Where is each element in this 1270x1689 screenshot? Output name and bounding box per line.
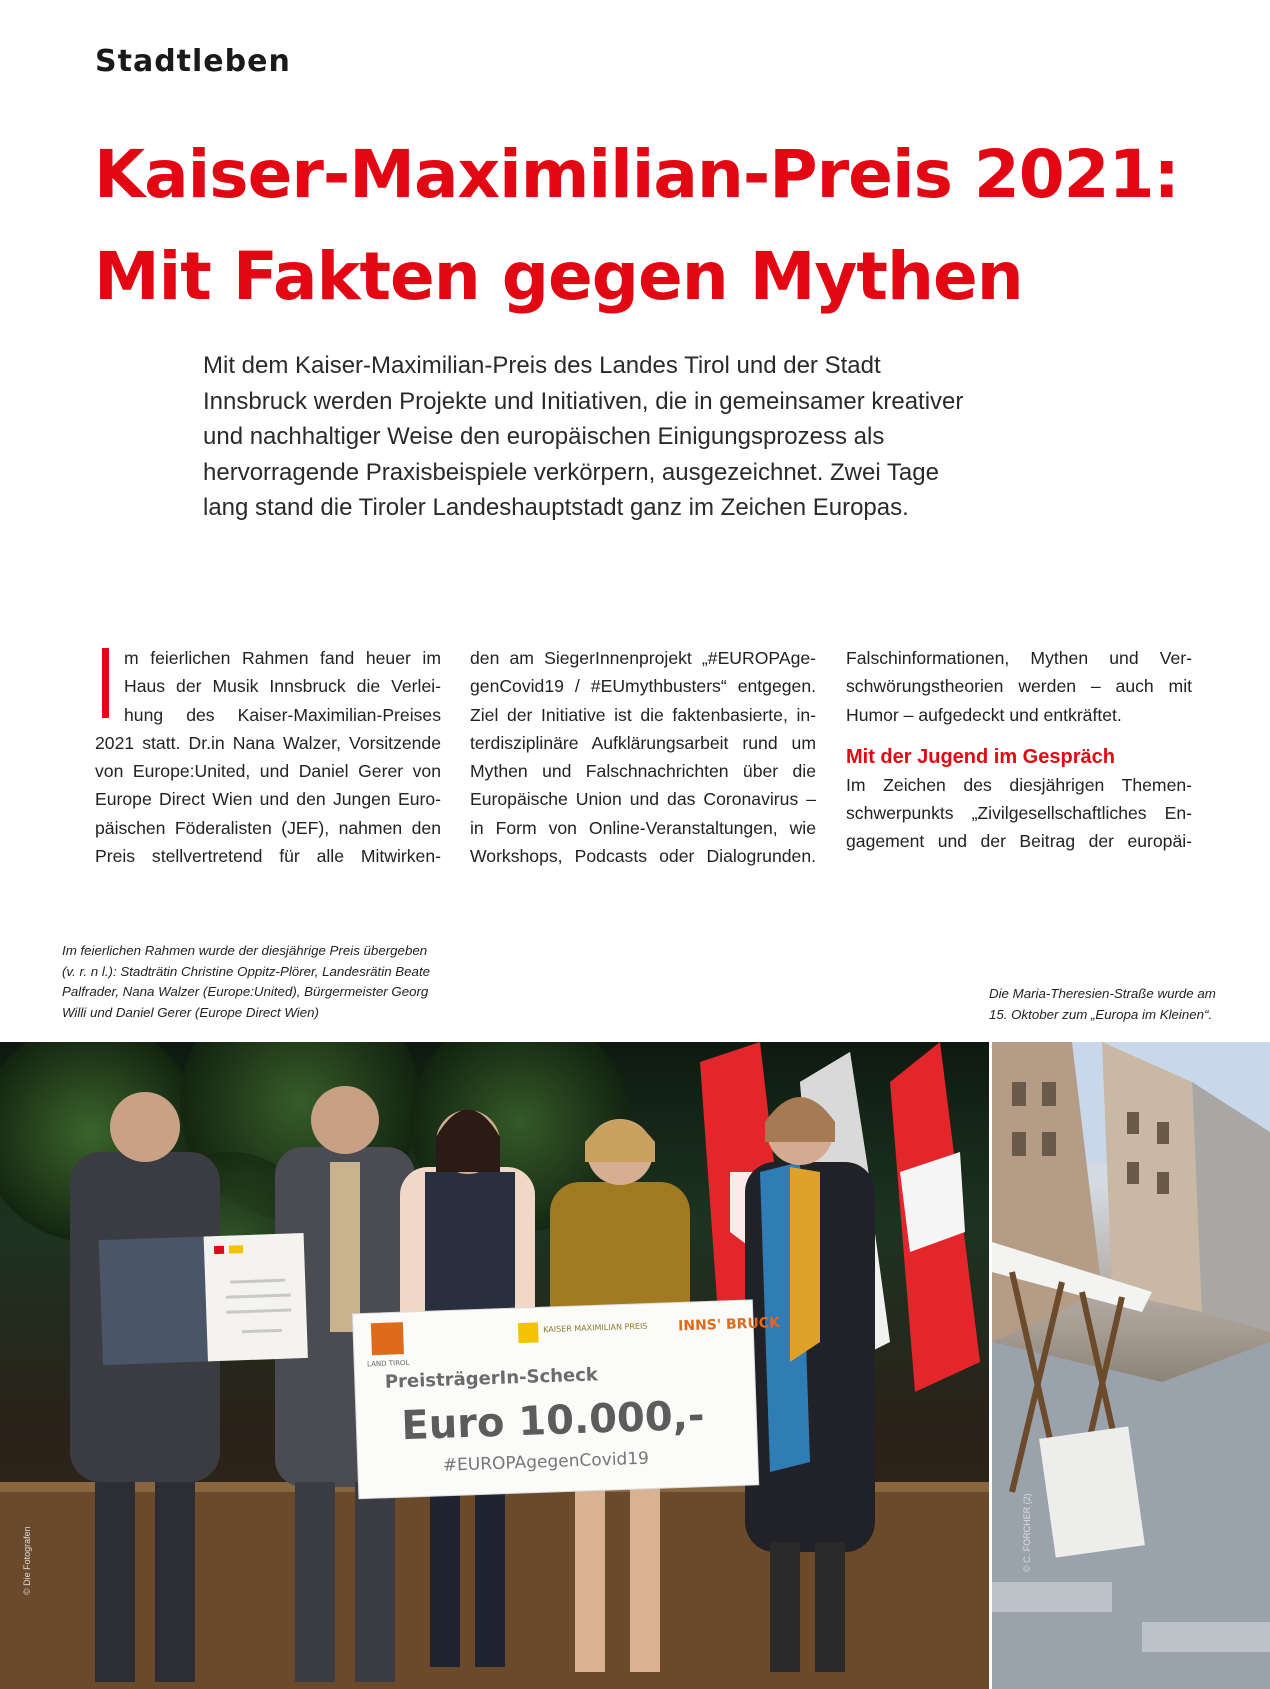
cheque-hashtag: #EUROPAgegenCovid19 (442, 1448, 650, 1476)
text-line: Humor – aufgedeckt und entkräftet. (846, 704, 1122, 725)
photo-caption-left (62, 941, 430, 1023)
text-line: Workshops, Podcasts oder Dialogrunden. (470, 846, 816, 867)
logo-kaiser-maximilian-preis: KAISER MAXIMILIAN PREIS (543, 1321, 648, 1335)
caption-line: Willi und Daniel Gerer (Europe Direct Wien) (62, 1004, 319, 1020)
cheque-title: PreisträgerIn-Scheck (384, 1364, 599, 1393)
headline (94, 124, 1214, 328)
text-line: Falschinformationen, Mythen und Ver- (846, 648, 1192, 668)
text-line: Europe Direct Wien und den Jungen Euro- (95, 789, 441, 810)
caption-line: Palfrader, Nana Walzer (Europe:United), Bürgermeister Georg (62, 984, 429, 999)
logo-innsbruck: INNS' BRUCK (677, 1314, 781, 1335)
text-line: terdisziplinäre Aufklärungsarbeit rund um (470, 732, 816, 753)
headline-line: Mit Fakten gegen Mythen (94, 238, 1023, 315)
lead-line: hervorragende Praxisbeispiele verkörpern, ausgezeichnet. Zwei Tage (203, 458, 939, 486)
text-line: päischen Föderalisten (JEF), nahmen den (95, 817, 441, 838)
text-line: Haus der Musik Innsbruck die Verlei- (124, 676, 441, 697)
text-line: Europäische Union und das Coronavirus – (470, 789, 816, 810)
text-line: gagement und der Beitrag der europäi- (846, 831, 1192, 852)
logo-land-tirol: LAND TIROL (366, 1358, 410, 1369)
street-market-photo (992, 1042, 1270, 1689)
text-line: Im Zeichen des diesjährigen Themen- (846, 774, 1192, 795)
photo-credit-side: © C. FORCHER (2) (1022, 1493, 1032, 1572)
award-photo-illustration (0, 1042, 989, 1689)
text-line: den am SiegerInnenprojekt „#EUROPAge- (470, 648, 816, 668)
caption-line: (v. r. n l.): Stadträtin Christine Oppitz-Plörer, Landesrätin Beate (62, 963, 431, 979)
text-line: schwörungstheorien werden – auch mit (846, 676, 1192, 697)
lead-paragraph (203, 348, 1003, 526)
lead-line: lang stand die Tiroler Landeshauptstadt ganz im Zeichen Europas. (203, 494, 909, 521)
text-line: genCovid19 / #EUmythbusters“ entgegen. (470, 676, 816, 697)
street-photo-illustration (992, 1042, 1270, 1689)
caption-line: Im feierlichen Rahmen wurde der diesjährige Preis übergeben (62, 943, 428, 958)
text-line: m feierlichen Rahmen fand heuer im (124, 648, 441, 668)
photo-caption-right (989, 984, 1216, 1025)
lead-line: Mit dem Kaiser-Maximilian-Preis des Landes Tirol und der Stadt (203, 352, 881, 379)
section-label: Stadtleben (95, 44, 291, 79)
text-line: schwerpunkts „Zivilgesellschaftliches En- (846, 803, 1192, 824)
caption-line: Die Maria-Theresien-Straße wurde am (989, 986, 1216, 1001)
lead-line: und nachhaltiger Weise den europäischen Einigungsprozess als (203, 423, 885, 450)
subheading: Mit der Jugend im Gespräch (846, 745, 1115, 768)
article-column-2 (470, 644, 816, 870)
text-line: Ziel der Initiative ist die faktenbasierte, in- (470, 704, 816, 725)
photo-credit-main: © Die Fotografen (22, 1526, 32, 1595)
text-line: von Europe:United, und Daniel Gerer von (95, 761, 441, 782)
text-line: Preis stellvertretend für alle Mitwirken- (95, 846, 441, 867)
cheque-amount: Euro 10.000,- (400, 1392, 706, 1450)
caption-line: 15. Oktober zum „Europa im Kleinen“. (989, 1006, 1213, 1022)
award-ceremony-photo (0, 1042, 989, 1689)
lead-line: Innsbruck werden Projekte und Initiativen, die in gemeinsamer kreativer (203, 387, 964, 415)
article-column-3 (846, 644, 1192, 856)
article-column-1 (95, 644, 441, 870)
headline-line: Kaiser-Maximilian-Preis 2021: (94, 136, 1179, 213)
text-line: hung des Kaiser-Maximilian-Preises (124, 704, 441, 725)
text-line: 2021 statt. Dr.in Nana Walzer, Vorsitzende (95, 732, 441, 753)
text-line: in Form von Online-Veranstaltungen, wie (470, 817, 816, 838)
text-line: Mythen und Falschnachrichten über die (470, 761, 816, 782)
